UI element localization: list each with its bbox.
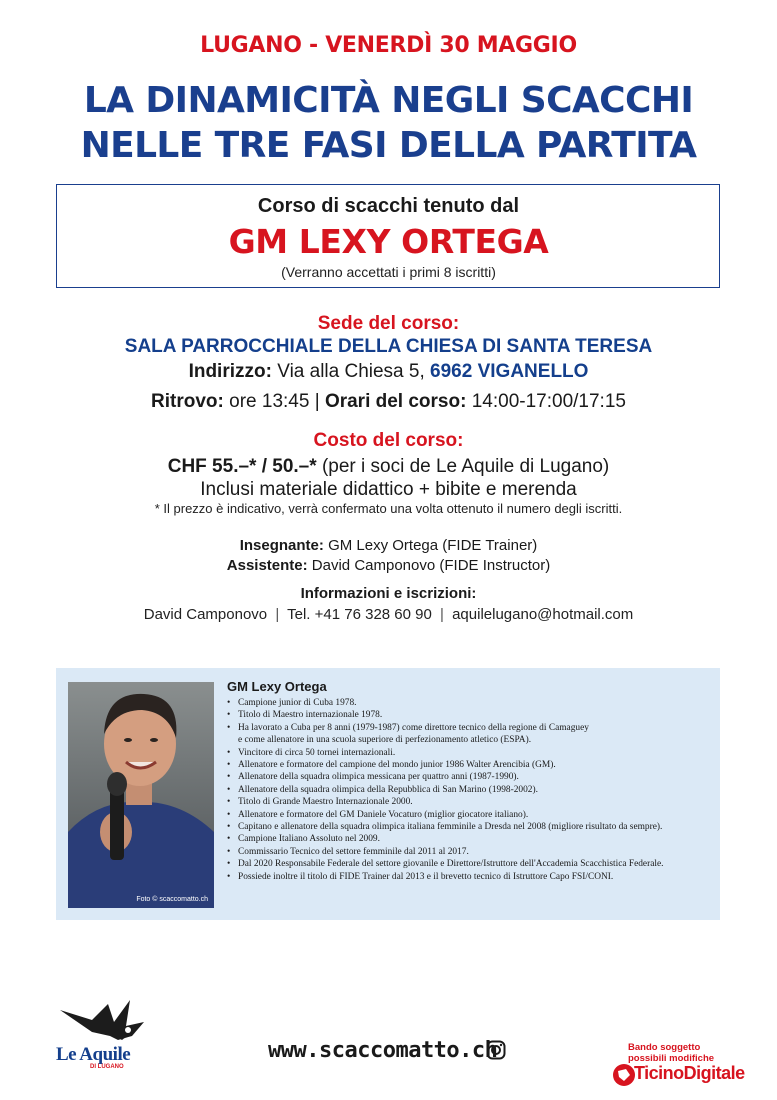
price-disclaimer: * Il prezzo è indicativo, verrà confermato una volta ottenuto il numero degli iscritti. (154, 501, 623, 516)
website-link[interactable]: www.scaccomatto.ch (268, 1038, 498, 1063)
instructor-photo (68, 682, 214, 908)
bio-title: GM Lexy Ortega (227, 679, 327, 694)
club-logo-subtext: DI LUGANO (90, 1064, 124, 1070)
contact-separator: | (440, 606, 444, 623)
contact-separator: | (275, 606, 280, 623)
teacher-value: GM Lexy Ortega (FIDE Trainer) (328, 537, 538, 554)
assistant-line (0, 557, 777, 574)
instagram-icon[interactable] (486, 1040, 506, 1060)
bio-item: • Commissario Tecnico del settore femminile dal 2011 al 2017. (227, 846, 717, 858)
bio-item: • Titolo di Grande Maestro Internazionale 2000. (227, 796, 717, 808)
bio-item (227, 722, 717, 747)
bio-item: • Vincitore di circa 50 tornei internazionali. (227, 747, 717, 759)
bio-item: • Possiede inoltre il titolo di FIDE Trainer dal 2013 e il brevetto tecnico di Istruttore Capo FSI/CONI. (227, 871, 717, 883)
title-line-2: NELLE TRE FASI DELLA PARTITA (80, 125, 697, 166)
price-line (0, 456, 777, 478)
bio-item: • Allenatore e formatore del GM Daniele Vocaturo (miglior giocatore italiano). (227, 809, 717, 821)
bio-item-line: e come allenatore in una scuola superiore di perfezionamento atletico (ESPA). (238, 735, 532, 746)
price: CHF 55.–* / 50.–* (167, 456, 317, 477)
contact-name: David Camponovo (143, 606, 268, 623)
notice-line: possibili modifiche (628, 1053, 715, 1064)
club-logo-text: Le Aquile (56, 1044, 131, 1065)
venue-heading: Sede del corso: (317, 313, 460, 334)
meet-label: Ritrovo: (151, 391, 224, 412)
schedule-line (0, 391, 777, 413)
teacher-line (0, 537, 777, 554)
contact-phone[interactable]: Tel. +41 76 328 60 90 (287, 606, 432, 623)
bio-item: • Allenatore della squadra olimpica messicana per quattro anni (1987-1990). (227, 771, 717, 783)
sponsor-name: TicinoDigitale (634, 1063, 745, 1083)
venue-address (0, 361, 777, 383)
changes-notice (628, 1042, 714, 1064)
schedule-separator: | (314, 391, 320, 412)
contact-line (0, 606, 777, 623)
included-items: Inclusi materiale didattico + bibite e merenda (200, 479, 577, 500)
bio-item: • Dal 2020 Responsabile Federale del settore giovanile e Direttore/Istruttore dell'Accademia Scacchistica Federale. (227, 858, 717, 870)
bio-item: • Campione junior di Cuba 1978. (227, 697, 717, 709)
bio-item: • Capitano e allenatore della squadra olimpica italiana femminile a Dresda nel 2008 (migliore risultato da sempre). (227, 821, 717, 833)
bio-item-line: Ha lavorato a Cuba per 8 anni (1979-1987) come direttore tecnico della regione di Camaguey (238, 722, 589, 733)
bio-list (227, 697, 717, 883)
bio-item: • Titolo di Maestro internazionale 1978. (227, 709, 717, 721)
participant-limit-note: (Verranno accettati i primi 8 iscritti) (281, 264, 496, 280)
assistant-label: Assistente: (226, 557, 308, 574)
contact-email[interactable]: aquilelugano@hotmail.com (452, 606, 634, 623)
ticinodigitale-logo-icon (612, 1061, 636, 1087)
portrait-illustration (68, 682, 214, 908)
instructor-name: GM LEXY ORTEGA (228, 222, 549, 261)
bio-item: • Allenatore e formatore del campione del mondo junior 1986 Walter Arencibia (GM). (227, 759, 717, 771)
assistant-value: David Camponovo (FIDE Instructor) (311, 557, 551, 574)
bio-item: • Allenatore della squadra olimpica della Repubblica di San Marino (1998-2002). (227, 784, 717, 796)
address-label: Indirizzo: (188, 361, 272, 382)
info-heading: Informazioni e iscrizioni: (300, 585, 477, 602)
photo-credit: Foto © scaccomatto.ch (136, 896, 208, 903)
hours-value: 14:00-17:00/17:15 (471, 391, 626, 412)
title-line-1: LA DINAMICITÀ NEGLI SCACCHI (83, 80, 694, 121)
venue-place: SALA PARROCCHIALE DELLA CHIESA DI SANTA TERESA (124, 336, 653, 357)
meet-value: ore 13:45 (229, 391, 310, 412)
notice-line: Bando soggetto (628, 1042, 701, 1053)
course-intro: Corso di scacchi tenuto dal (257, 195, 520, 217)
event-date: LUGANO - VENERDÌ 30 MAGGIO (200, 33, 577, 58)
address-city: 6962 VIGANELLO (430, 361, 589, 382)
address-value: Via alla Chiesa 5, (277, 361, 425, 382)
bio-item: • Campione Italiano Assoluto nel 2009. (227, 833, 717, 845)
cost-heading: Costo del corso: (313, 430, 464, 451)
teacher-label: Insegnante: (239, 537, 324, 554)
hours-label: Orari del corso: (324, 391, 467, 412)
price-member-note: (per i soci de Le Aquile di Lugano) (321, 456, 610, 477)
